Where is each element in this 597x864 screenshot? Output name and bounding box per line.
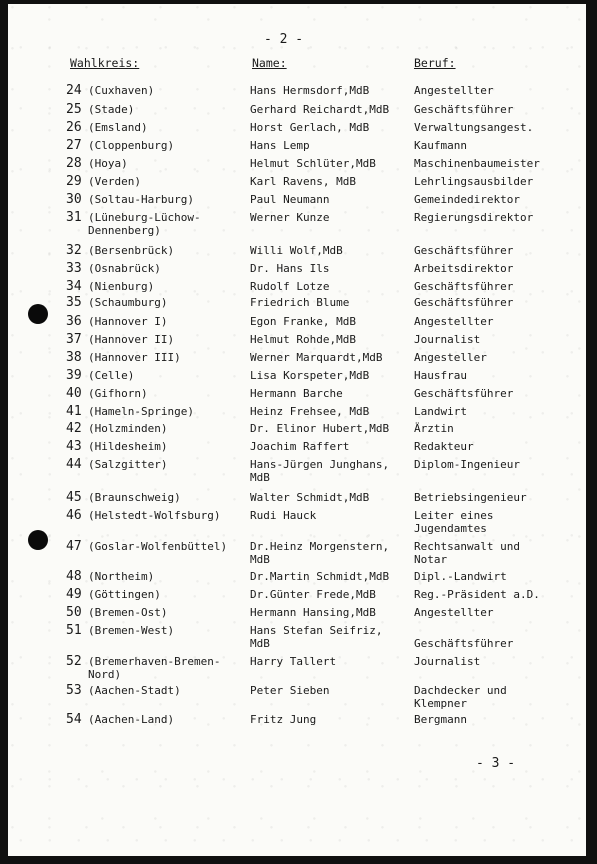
row-name: Dr.Martin Schmidt,MdB <box>250 570 390 583</box>
row-beruf: Rechtsanwalt und Notar <box>414 540 520 566</box>
row-wahlkreis: (Goslar-Wolfenbüttel) <box>88 540 228 553</box>
row-name: Hans-Jürgen Junghans, MdB <box>250 458 390 484</box>
row-number: 35 <box>66 295 82 310</box>
row-number: 48 <box>66 569 82 584</box>
header-name: Name: <box>252 56 287 70</box>
row-beruf: Leiter eines Jugendamtes <box>414 509 494 535</box>
row-name: Karl Ravens, MdB <box>250 175 356 188</box>
row-name: Joachim Raffert <box>250 440 350 453</box>
row-name: Fritz Jung <box>250 713 317 726</box>
row-name: Peter Sieben <box>250 684 330 697</box>
row-beruf: Betriebsingenieur <box>414 491 527 504</box>
row-number: 26 <box>66 120 82 135</box>
row-name: Rudolf Lotze <box>250 280 330 293</box>
row-beruf: Maschinenbaumeister <box>414 157 540 170</box>
row-beruf: Kaufmann <box>414 139 467 152</box>
row-wahlkreis: (Helstedt-Wolfsburg) <box>88 509 221 522</box>
row-number: 31 <box>66 210 82 225</box>
row-name: Rudi Hauck <box>250 509 317 522</box>
row-wahlkreis: (Hameln-Springe) <box>88 405 194 418</box>
row-wahlkreis: (Hoya) <box>88 157 128 170</box>
row-beruf: Dachdecker und Klempner <box>414 684 507 710</box>
row-name: Gerhard Reichardt,MdB <box>250 103 390 116</box>
row-beruf: Ärztin <box>414 422 454 435</box>
row-beruf: Redakteur <box>414 440 474 453</box>
row-wahlkreis: (Holzminden) <box>88 422 168 435</box>
row-beruf: Arbeitsdirektor <box>414 262 514 275</box>
row-name: Dr.Heinz Morgenstern, MdB <box>250 540 390 566</box>
row-name: Dr. Hans Ils <box>250 262 330 275</box>
row-beruf: Geschäftsführer <box>414 387 514 400</box>
row-number: 36 <box>66 314 82 329</box>
row-wahlkreis: (Braunschweig) <box>88 491 181 504</box>
row-number: 27 <box>66 138 82 153</box>
row-number: 45 <box>66 490 82 505</box>
row-number: 41 <box>66 404 82 419</box>
row-beruf: Regierungsdirektor <box>414 211 534 224</box>
header-beruf: Beruf: <box>414 56 456 70</box>
row-number: 24 <box>66 83 82 98</box>
row-number: 53 <box>66 683 82 698</box>
row-name: Dr. Elinor Hubert,MdB <box>250 422 390 435</box>
row-wahlkreis: (Northeim) <box>88 570 155 583</box>
row-wahlkreis: (Bremerhaven-Bremen- Nord) <box>88 655 221 681</box>
page-number: - 2 - <box>264 32 304 47</box>
row-name: Hans Stefan Seifriz, MdB <box>250 624 383 650</box>
row-wahlkreis: (Gifhorn) <box>88 387 148 400</box>
row-name: Helmut Schlüter,MdB <box>250 157 376 170</box>
row-beruf: Gemeindedirektor <box>414 193 520 206</box>
row-beruf: Geschäftsführer <box>414 244 514 257</box>
row-beruf: Journalist <box>414 655 481 668</box>
row-beruf: Landwirt <box>414 405 467 418</box>
row-number: 42 <box>66 421 82 436</box>
row-wahlkreis: (Verden) <box>88 175 141 188</box>
row-wahlkreis: (Soltau-Harburg) <box>88 193 194 206</box>
row-beruf: Lehrlingsausbilder <box>414 175 534 188</box>
row-name: Helmut Rohde,MdB <box>250 333 356 346</box>
row-wahlkreis: (Aachen-Land) <box>88 713 175 726</box>
row-wahlkreis: (Lüneburg-Lüchow- Dennenberg) <box>88 211 201 237</box>
row-number: 25 <box>66 102 82 117</box>
header-wahlkreis: Wahlkreis: <box>70 56 140 70</box>
row-name: Heinz Frehsee, MdB <box>250 405 370 418</box>
continuation-marker: - 3 - <box>476 756 516 771</box>
row-name: Werner Marquardt,MdB <box>250 351 383 364</box>
row-wahlkreis: (Hannover II) <box>88 333 175 346</box>
row-beruf: Bergmann <box>414 713 467 726</box>
row-name: Hans Hermsdorf,MdB <box>250 84 370 97</box>
row-wahlkreis: (Osnabrück) <box>88 262 161 275</box>
row-wahlkreis: (Cuxhaven) <box>88 84 155 97</box>
row-beruf: Angestellter <box>414 315 494 328</box>
row-beruf: Geschäftsführer <box>414 637 514 650</box>
row-wahlkreis: (Hannover I) <box>88 315 168 328</box>
row-name: Hermann Barche <box>250 387 343 400</box>
row-beruf: Hausfrau <box>414 369 467 382</box>
row-number: 38 <box>66 350 82 365</box>
row-name: Lisa Korspeter,MdB <box>250 369 370 382</box>
row-name: Dr.Günter Frede,MdB <box>250 588 376 601</box>
row-number: 34 <box>66 279 82 294</box>
row-beruf: Geschäftsführer <box>414 280 514 293</box>
row-wahlkreis: (Schaumburg) <box>88 296 168 309</box>
row-number: 44 <box>66 457 82 472</box>
row-name: Hans Lemp <box>250 139 310 152</box>
row-beruf: Geschäftsführer <box>414 296 514 309</box>
row-wahlkreis: (Aachen-Stadt) <box>88 684 181 697</box>
row-wahlkreis: (Cloppenburg) <box>88 139 175 152</box>
punch-hole <box>28 304 48 324</box>
row-wahlkreis: (Emsland) <box>88 121 148 134</box>
row-number: 54 <box>66 712 82 727</box>
row-name: Egon Franke, MdB <box>250 315 356 328</box>
row-beruf: Geschäftsführer <box>414 103 514 116</box>
row-name: Paul Neumann <box>250 193 330 206</box>
row-beruf: Verwaltungsangest. <box>414 121 534 134</box>
row-number: 33 <box>66 261 82 276</box>
row-name: Horst Gerlach, MdB <box>250 121 370 134</box>
row-beruf: Angesteller <box>414 351 487 364</box>
document-page <box>8 4 586 856</box>
row-wahlkreis: (Celle) <box>88 369 135 382</box>
row-number: 29 <box>66 174 82 189</box>
row-name: Walter Schmidt,MdB <box>250 491 370 504</box>
row-wahlkreis: (Salzgitter) <box>88 458 168 471</box>
row-number: 40 <box>66 386 82 401</box>
row-wahlkreis: (Hannover III) <box>88 351 181 364</box>
row-beruf: Journalist <box>414 333 481 346</box>
row-beruf: Angestellter <box>414 84 494 97</box>
row-number: 43 <box>66 439 82 454</box>
row-number: 49 <box>66 587 82 602</box>
row-number: 39 <box>66 368 82 383</box>
row-number: 46 <box>66 508 82 523</box>
row-beruf: Angestellter <box>414 606 494 619</box>
row-wahlkreis: (Bremen-Ost) <box>88 606 168 619</box>
row-name: Harry Tallert <box>250 655 337 668</box>
row-wahlkreis: (Nienburg) <box>88 280 155 293</box>
row-name: Werner Kunze <box>250 211 330 224</box>
row-beruf: Diplom-Ingenieur <box>414 458 520 471</box>
row-beruf: Reg.-Präsident a.D. <box>414 588 540 601</box>
row-name: Willi Wolf,MdB <box>250 244 343 257</box>
row-number: 37 <box>66 332 82 347</box>
row-name: Hermann Hansing,MdB <box>250 606 376 619</box>
row-wahlkreis: (Bremen-West) <box>88 624 175 637</box>
row-wahlkreis: (Stade) <box>88 103 135 116</box>
row-number: 51 <box>66 623 82 638</box>
row-number: 50 <box>66 605 82 620</box>
row-number: 52 <box>66 654 82 669</box>
row-wahlkreis: (Hildesheim) <box>88 440 168 453</box>
row-wahlkreis: (Göttingen) <box>88 588 161 601</box>
row-number: 32 <box>66 243 82 258</box>
row-number: 30 <box>66 192 82 207</box>
row-beruf: Dipl.-Landwirt <box>414 570 507 583</box>
punch-hole <box>28 530 48 550</box>
row-number: 28 <box>66 156 82 171</box>
row-wahlkreis: (Bersenbrück) <box>88 244 175 257</box>
row-number: 47 <box>66 539 82 554</box>
row-name: Friedrich Blume <box>250 296 350 309</box>
